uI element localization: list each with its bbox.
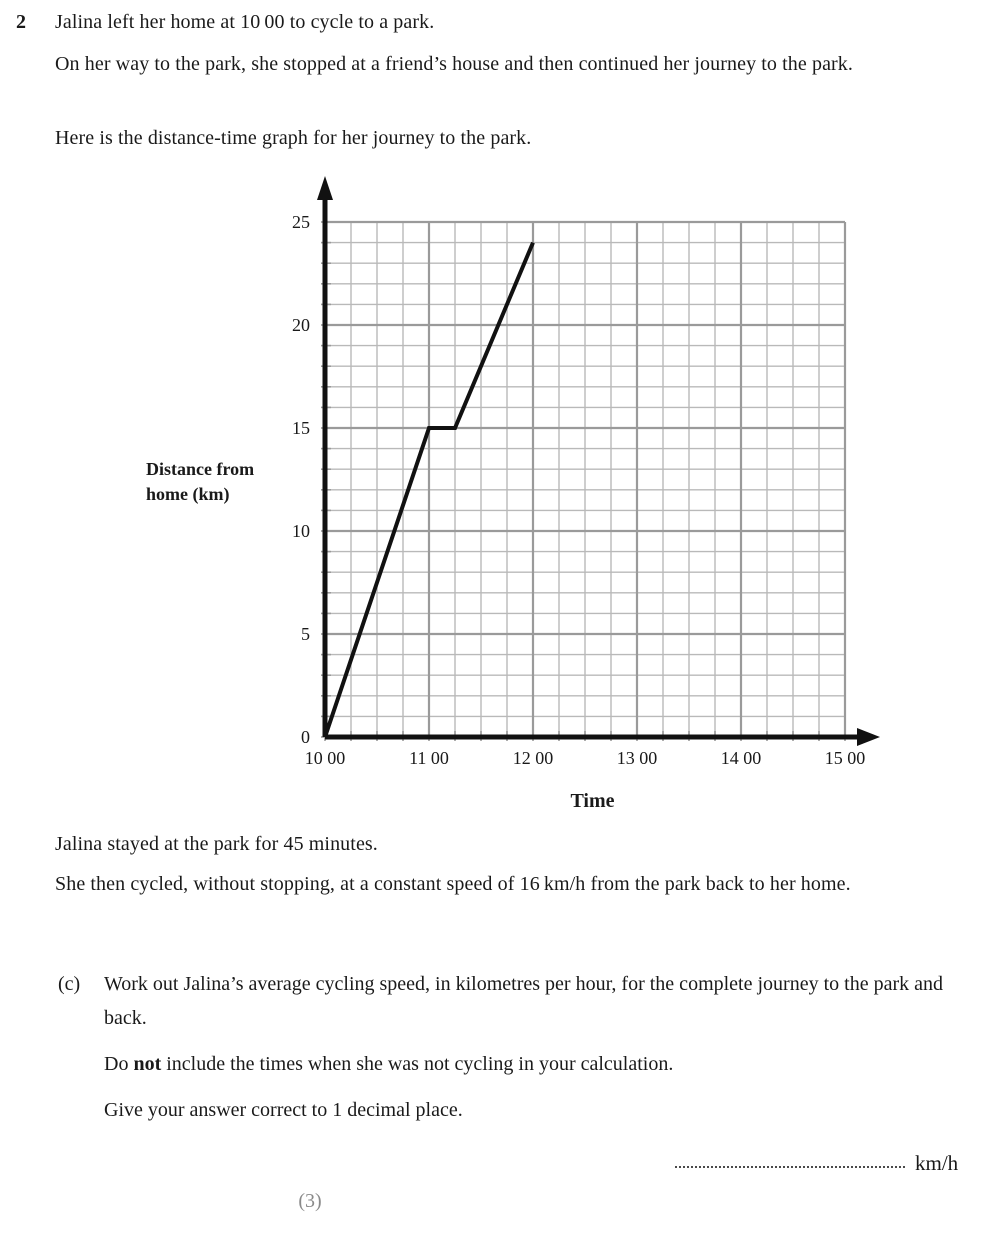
question-stayed-text: Jalina stayed at the park for 45 minutes. xyxy=(55,833,378,855)
question-intro-text: Jalina left her home at 10 00 to cycle to a park. xyxy=(55,11,435,33)
y-tick-25: 25 xyxy=(292,212,310,232)
question-number: 2 xyxy=(16,11,26,33)
part-c-label: (c) xyxy=(58,973,81,995)
y-axis-title xyxy=(146,457,296,507)
question-way-text: On her way to the park, she stopped at a friend’s house and then continued her journey to the park. xyxy=(55,53,854,75)
graph-axes xyxy=(317,176,880,746)
part-c-text-2-pre: Do xyxy=(104,1053,134,1075)
marks-available xyxy=(0,1190,1000,1213)
y-tick-15: 15 xyxy=(292,418,310,438)
part-c-text-2 xyxy=(104,1047,974,1081)
part-c-block xyxy=(58,967,978,1127)
y-tick-20: 20 xyxy=(292,315,310,335)
answer-unit-label: km/h xyxy=(915,1151,959,1175)
x-tick-1400: 14 00 xyxy=(720,748,762,768)
x-tick-1000: 10 00 xyxy=(304,748,346,768)
y-tick-5: 5 xyxy=(301,624,310,644)
grid-major-lines xyxy=(321,222,845,741)
y-axis-title-line1: Distance from xyxy=(146,459,255,479)
x-tick-1300: 13 00 xyxy=(616,748,658,768)
y-tick-10: 10 xyxy=(292,521,310,541)
grid-minor-lines xyxy=(325,222,845,737)
y-tick-0: 0 xyxy=(301,727,310,747)
x-tick-1200: 12 00 xyxy=(512,748,554,768)
question-cycled-text: She then cycled, without stopping, at a constant speed of 16 km/h from the park back to her home. xyxy=(55,873,851,895)
part-c-text-1: Work out Jalina’s average cycling speed, in kilometres per hour, for the complete journey to the park and back. xyxy=(104,973,943,1029)
x-axis-title: Time xyxy=(570,790,615,812)
answer-line-row xyxy=(0,1151,1000,1185)
x-tick-1100: 11 00 xyxy=(409,748,449,768)
journey-data-line xyxy=(325,243,533,737)
answer-input-line[interactable] xyxy=(675,1165,905,1168)
part-c-text-2-post: include the times when she was not cycling in your calculation. xyxy=(161,1053,674,1075)
y-axis-title-line2: home (km) xyxy=(146,484,230,504)
part-c-text-3: Give your answer correct to 1 decimal place. xyxy=(104,1099,463,1121)
question-graph-caption: Here is the distance-time graph for her journey to the park. xyxy=(55,127,532,149)
part-c-text-2-bold: not xyxy=(133,1053,162,1075)
x-tick-1500: 15 00 xyxy=(824,748,866,768)
marks-value: (3) xyxy=(298,1190,322,1212)
